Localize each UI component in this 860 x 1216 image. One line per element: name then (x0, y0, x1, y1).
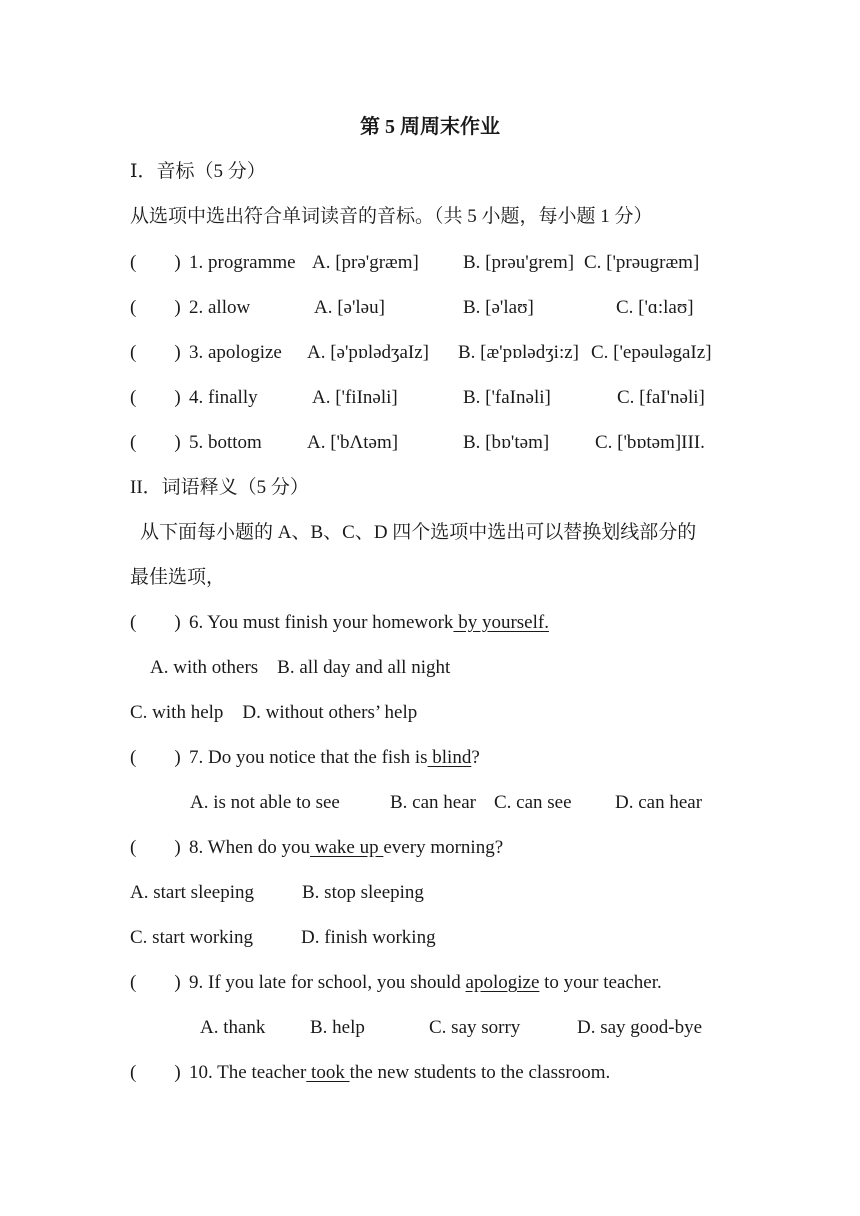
q10-blank: ( ) (130, 1062, 181, 1083)
q3-option-c: C. ['epəuləgaIz] (591, 342, 712, 363)
q10-stem-text: 10. The teacher (189, 1062, 307, 1083)
q7-blank: ( ) (130, 747, 181, 768)
q9-option-c: C. say sorry (429, 1017, 521, 1038)
q8-option-b: B. stop sleeping (302, 882, 424, 903)
q1-option-b: B. [prəu'grem] (463, 252, 575, 273)
q6-options-line-2: C. with help D. without others’ help (130, 702, 418, 723)
q8-option-d: D. finish working (301, 927, 436, 948)
q9-stem-text: 9. If you late for school, you should (189, 972, 466, 993)
q7-stem-text: 7. Do you notice that the fish is (189, 747, 428, 768)
q8-stem-text: 8. When do you (189, 837, 311, 858)
q4-option-b: B. ['faInəli] (463, 387, 551, 408)
q7-option-a: A. is not able to see (190, 792, 340, 813)
q4-blank: ( ) (130, 387, 181, 408)
q2-stem: 2. allow (189, 297, 251, 318)
q3-option-b: B. [æ'pɒlədʒi:z] (458, 342, 579, 363)
q8-stem (189, 836, 503, 860)
q4-option-a: A. ['fiInəli] (312, 387, 398, 408)
q3-option-a: A. [ə'pɒlədʒaIz] (307, 342, 430, 363)
q9-option-b: B. help (310, 1017, 365, 1038)
q7-option-c: C. can see (494, 792, 572, 813)
q9-underlined-word: apologize (465, 972, 540, 993)
q8-underlined-phrase: wake up (310, 837, 384, 858)
q7-option-b: B. can hear (390, 792, 476, 813)
q1-blank: ( ) (130, 252, 181, 273)
q2-blank: ( ) (130, 297, 181, 318)
q6-stem (189, 611, 549, 635)
q8-option-c: C. start working (130, 927, 253, 948)
q7-option-d: D. can hear (615, 792, 703, 813)
q4-stem: 4. finally (189, 387, 258, 408)
q1-option-a: A. [prə'græm] (312, 252, 419, 273)
q10-stem (189, 1061, 610, 1085)
q6-underlined-phrase: by yourself. (453, 612, 549, 633)
q9-option-a: A. thank (200, 1017, 266, 1038)
q10-underlined-word: took (306, 1062, 350, 1083)
q5-stem: 5. bottom (189, 432, 262, 453)
section-1-heading: Ⅰ．音标（5 分） (130, 161, 266, 182)
q3-blank: ( ) (130, 342, 181, 363)
q9-stem-end: to your teacher. (539, 972, 662, 993)
q5-blank: ( ) (130, 432, 181, 453)
q5-option-a: A. ['bΛtəm] (307, 432, 399, 453)
q2-option-b: B. [ə'laʊ] (463, 297, 534, 318)
q1-stem: 1. programme (189, 252, 296, 273)
section-1-instruction: 从选项中选出符合单词读音的音标。（共 5 小题，每小题 1 分） (130, 206, 653, 227)
q6-options-line-1: A. with others B. all day and all night (150, 657, 451, 678)
page-title: 第 5 周周末作业 (360, 116, 500, 138)
q1-option-c: C. ['prəugræm] (584, 252, 700, 273)
section-2-instruction-line-2: 最佳选项， (130, 567, 226, 588)
q4-option-c: C. [faI'nəli] (617, 387, 705, 408)
q2-option-c: C. ['ɑ:laʊ] (616, 297, 694, 318)
q9-blank: ( ) (130, 972, 181, 993)
q5-option-b: B. [bɒ'təm] (463, 432, 550, 453)
q3-stem: 3. apologize (189, 342, 282, 363)
q8-stem-end: every morning? (383, 837, 504, 858)
q7-underlined-word: blind (427, 747, 472, 768)
q7-stem (189, 746, 480, 770)
q6-stem-text: 6. You must finish your homework (189, 612, 454, 633)
q8-option-a: A. start sleeping (130, 882, 255, 903)
q8-blank: ( ) (130, 837, 181, 858)
q6-blank: ( ) (130, 612, 181, 633)
q10-stem-end: the new students to the classroom. (349, 1062, 611, 1083)
q7-stem-end: ? (471, 747, 480, 768)
q2-option-a: A. [ə'ləu] (314, 297, 385, 318)
q9-option-d: D. say good-bye (577, 1017, 703, 1038)
q5-option-c: C. ['bɒtəm]III. (595, 432, 705, 453)
section-2-instruction-line-1: 从下面每小题的 A、B、C、D 四个选项中选出可以替换划线部分的 (140, 522, 697, 543)
section-2-heading: II．词语释义（5 分） (130, 477, 309, 498)
q9-stem (189, 971, 662, 995)
